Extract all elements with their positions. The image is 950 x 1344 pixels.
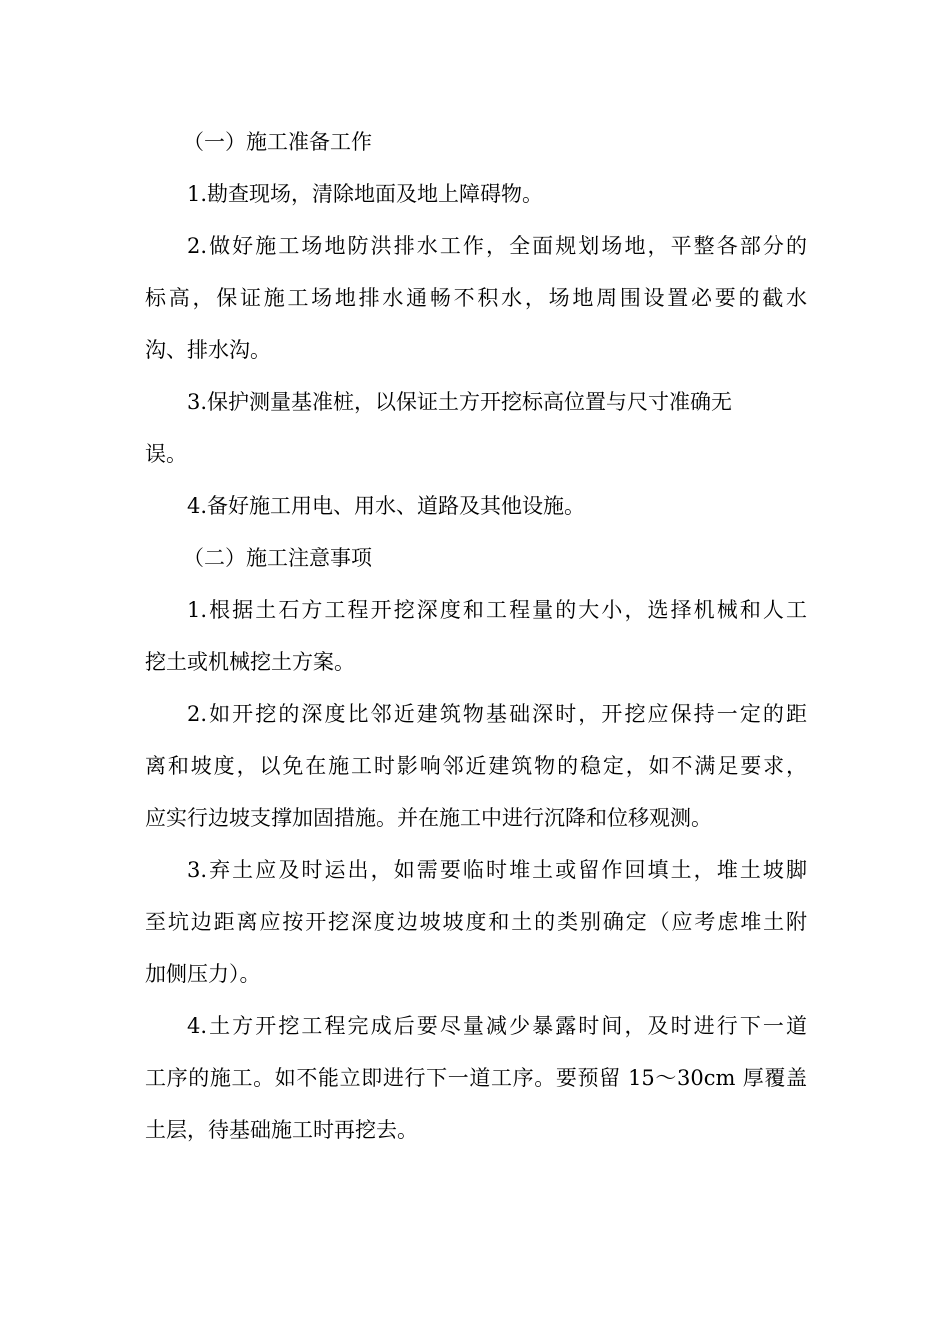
paragraph-prep-4 [145,480,807,532]
paragraph-prep-3 [145,376,807,480]
paragraph-line: 3.保护测量基准桩，以保证土方开挖标高位置与尺寸准确无 [187,390,733,414]
paragraph-line: 土层，待基础施工时再挖去。 [145,1118,418,1142]
document-body [145,116,807,1156]
paragraph-line: 加侧压力）。 [145,962,261,986]
section-heading-preparation: （一）施工准备工作 [183,130,372,154]
paragraph-note-2 [145,688,807,844]
paragraph-line: 挖土或机械挖土方案。 [145,650,355,674]
paragraph-note-4 [145,1000,807,1156]
paragraph-line: 沟、排水沟。 [145,338,271,362]
paragraph-line: 1.勘查现场，清除地面及地上障碍物。 [187,182,544,206]
paragraph-line: 至坑边距离应按开挖深度边坡坡度和土的类别确定（应考虑堆土附 [145,910,807,934]
paragraph-line: 4.备好施工用电、用水、道路及其他设施。 [187,494,586,518]
section-heading-precautions: （二）施工注意事项 [183,546,372,570]
paragraph-note-3 [145,844,807,1000]
paragraph-note-1 [145,584,807,688]
paragraph-prep-1 [145,168,807,220]
paragraph-line: 离和坡度，以免在施工时影响邻近建筑物的稳定，如不满足要求， [145,754,807,778]
paragraph-line: 3.弃土应及时运出，如需要临时堆土或留作回填土，堆土坡脚 [187,858,807,882]
paragraph-line: 2.做好施工场地防洪排水工作，全面规划场地，平整各部分的 [187,234,807,258]
paragraph-line: 误。 [145,442,187,466]
paragraph-line: 1.根据土石方工程开挖深度和工程量的大小，选择机械和人工 [187,598,807,622]
paragraph-line: 工序的施工。如不能立即进行下一道工序。要预留 15～30cm 厚覆盖 [145,1066,807,1090]
paragraph-line: 4.土方开挖工程完成后要尽量减少暴露时间，及时进行下一道 [187,1014,807,1038]
paragraph-prep-2 [145,220,807,376]
paragraph-line: 标高，保证施工场地排水通畅不积水，场地周围设置必要的截水 [145,286,807,310]
paragraph-line: 应实行边坡支撑加固措施。并在施工中进行沉降和位移观测。 [145,806,712,830]
paragraph-line: 2.如开挖的深度比邻近建筑物基础深时，开挖应保持一定的距 [187,702,807,726]
